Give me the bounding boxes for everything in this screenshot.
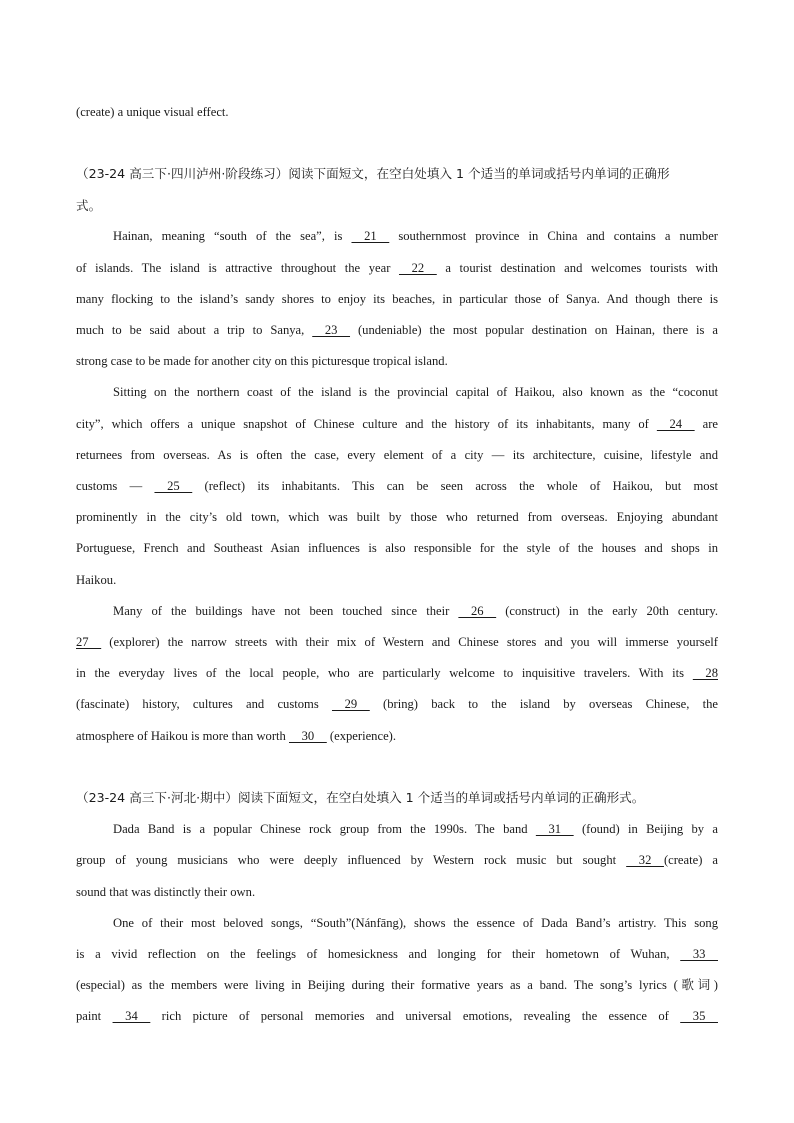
s1p2-line4: customs — 25 (reflect) its inhabitants. This can be seen across the whole of Haikou, but most: [76, 479, 718, 493]
s1p3-line5: atmosphere of Haikou is more than worth 30 (experience).: [76, 729, 396, 743]
blank-24[interactable]: 24: [656, 417, 695, 431]
s2p2-line1: One of their most beloved songs, “South”(Nánfāng), shows the essence of Dada Band’s artistry. This song: [113, 916, 718, 930]
s2p2-line4: paint 34 rich picture of personal memories and universal emotions, revealing the essence of 35: [76, 1009, 718, 1023]
s2p2-line3: (especial) as the members were living in Beijing during their formative years as a band. The song’s lyrics (歌词): [76, 978, 718, 992]
blank-32[interactable]: 32: [626, 853, 664, 867]
s2p1-line1: Dada Band is a popular Chinese rock group from the 1990s. The band 31 (found) in Beijing by a: [113, 822, 718, 836]
blank-22[interactable]: 22: [398, 261, 437, 275]
s1p2-line5: prominently in the city’s old town, which was built by those who returned from overseas. Enjoying abundant: [76, 510, 718, 524]
blank-26[interactable]: 26: [458, 604, 497, 618]
section1-heading-cont: 式。: [76, 198, 102, 213]
s1p3-line2: 27 (explorer) the narrow streets with their mix of Western and Chinese stores and you will immerse yourself: [76, 635, 718, 649]
s1p2-line1: Sitting on the northern coast of the island is the provincial capital of Haikou, also known as the “coconut: [113, 385, 718, 399]
blank-25[interactable]: 25: [154, 479, 193, 493]
blank-30[interactable]: 30: [289, 729, 327, 743]
blank-31[interactable]: 31: [535, 822, 574, 836]
s1p2-line3: returnees from overseas. As is often the case, every element of a city — its architecture, cuisine, lifestyle and: [76, 448, 718, 462]
blank-33[interactable]: 33: [680, 947, 718, 961]
s1p1-line5: strong case to be made for another city on this picturesque tropical island.: [76, 354, 448, 368]
blank-23[interactable]: 23: [312, 323, 351, 337]
s1p1-line1: Hainan, meaning “south of the sea”, is 21 southernmost province in China and contains a number: [113, 229, 718, 243]
intro-tail-text: (create) a unique visual effect.: [76, 105, 229, 119]
s1p1-line3: many flocking to the island’s sandy shores to enjoy its beaches, in particular those of Sanya. And though there is: [76, 292, 718, 306]
blank-21[interactable]: 21: [351, 229, 390, 243]
s1p3-line4: (fascinate) history, cultures and customs 29 (bring) back to the island by overseas Chinese, the: [76, 697, 718, 711]
blank-35[interactable]: 35: [680, 1009, 718, 1023]
blank-34[interactable]: 34: [112, 1009, 151, 1023]
s2p1-line3: sound that was distinctly their own.: [76, 885, 256, 899]
blank-27[interactable]: 27: [76, 635, 102, 649]
s1p2-line6: Portuguese, French and Southeast Asian influences is also responsible for the style of the houses and shops in: [76, 541, 718, 555]
section2-heading: （23-24 高三下·河北·期中）阅读下面短文，在空白处填入 1 个适当的单词或括号内单词的正确形式。: [76, 790, 645, 805]
s1p2-line7: Haikou.: [76, 573, 117, 587]
s1p1-line2: of islands. The island is attractive throughout the year 22 a tourist destination and welcomes tourists with: [76, 261, 718, 275]
s2p2-line2: is a vivid reflection on the feelings of homesickness and longing for their hometown of Wuhan, 33: [76, 947, 718, 961]
s1p3-line3: in the everyday lives of the local people, who are particularly welcome to inquisitive travelers. With its 28: [76, 666, 718, 680]
blank-29[interactable]: 29: [331, 697, 370, 711]
section1-heading: （23-24 高三下·四川泸州·阶段练习）阅读下面短文，在空白处填入 1 个适当的单词或括号内单词的正确形: [76, 166, 670, 181]
s1p2-line2: city”, which offers a unique snapshot of Chinese culture and the history of its inhabitants, many of 24 are: [76, 417, 718, 431]
s1p3-line1: Many of the buildings have not been touched since their 26 (construct) in the early 20th century.: [113, 604, 718, 618]
s2p1-line2: group of young musicians who were deeply influenced by Western rock music but sought 32 (create) a: [76, 853, 718, 867]
s1p1-line4: much to be said about a trip to Sanya, 23 (undeniable) the most popular destination on Hainan, there is a: [76, 323, 718, 337]
blank-28[interactable]: 28: [692, 666, 718, 680]
